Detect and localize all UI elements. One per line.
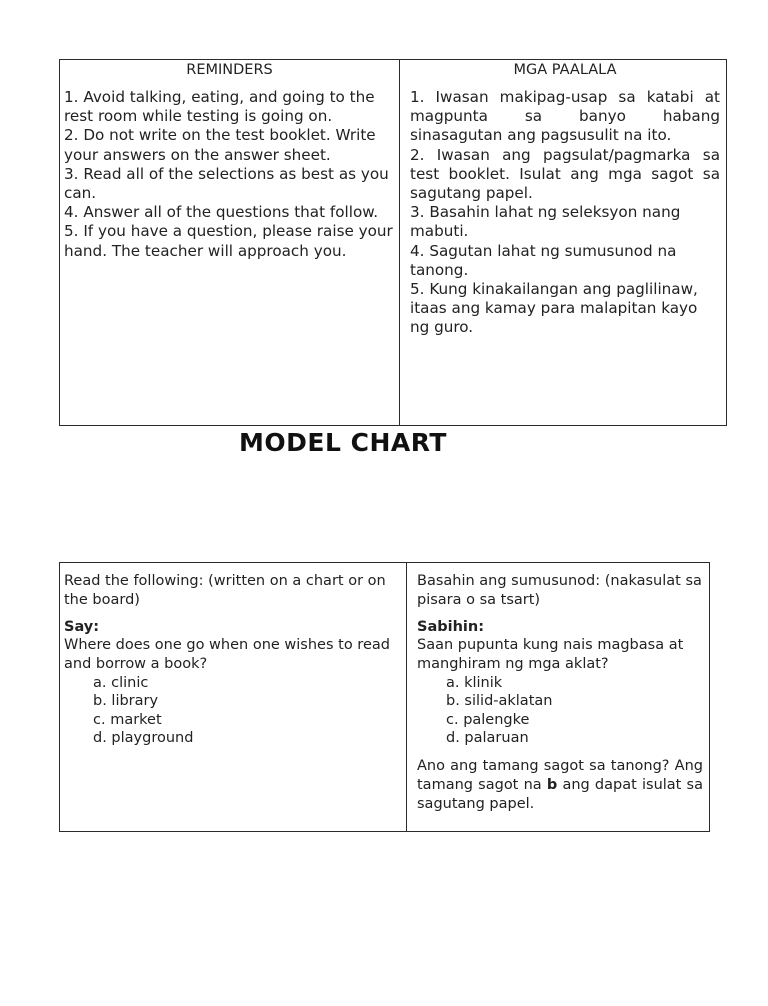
reminders-table bbox=[59, 59, 727, 426]
model-english-column bbox=[60, 563, 406, 831]
reminder-item: 3. Read all of the selections as best as you can. bbox=[64, 164, 389, 203]
reminder-item: 4. Answer all of the questions that follow. bbox=[64, 203, 379, 222]
reminders-english-column bbox=[60, 60, 399, 425]
choice-item: d. playground bbox=[93, 729, 194, 746]
choice-item: c. market bbox=[93, 711, 162, 728]
model-chart-table bbox=[59, 562, 710, 832]
reminders-heading: REMINDERS bbox=[186, 62, 273, 78]
instruction-text: Read the following: (written on a chart or on the board) bbox=[64, 573, 386, 608]
choices-list bbox=[417, 674, 703, 747]
reminder-item: 2. Do not write on the test booklet. Write your answers on the answer sheet. bbox=[64, 126, 376, 164]
reminders-filipino-column bbox=[400, 60, 726, 425]
paalala-item: 5. Kung kinakailangan ang paglilinaw, itaas ang kamay para malapitan kayo ng guro. bbox=[410, 280, 698, 337]
choice-item: b. silid-aklatan bbox=[446, 693, 553, 710]
paalala-item: 1. Iwasan makipag-usap sa katabi at magpunta sa banyo habang sinasagutan ang pagsusulit na ito. bbox=[410, 88, 720, 145]
answer-suffix: ang dapat isulat sa sagutang papel. bbox=[417, 776, 703, 812]
model-filipino-column bbox=[407, 563, 709, 831]
choice-item: d. palaruan bbox=[446, 729, 529, 746]
choice-item: c. palengke bbox=[446, 711, 530, 728]
instruction-text: Basahin ang sumusunod: (nakasulat sa pisara o sa tsart) bbox=[417, 573, 702, 608]
paalala-item: 4. Sagutan lahat ng sumusunod na tanong. bbox=[410, 241, 677, 279]
reminders-list bbox=[64, 88, 395, 261]
answer-letter: b bbox=[546, 776, 558, 793]
choices-list bbox=[64, 674, 402, 747]
question-text: Saan pupunta kung nais magbasa at manghiram ng mga aklat? bbox=[417, 637, 684, 673]
sabihin-label: Sabihin: bbox=[417, 618, 484, 635]
paalala-item: 3. Basahin lahat ng seleksyon nang mabuti. bbox=[410, 203, 681, 241]
mga-paalala-heading: MGA PAALALA bbox=[513, 62, 617, 78]
choice-item: b. library bbox=[93, 693, 159, 710]
choice-item: a. klinik bbox=[446, 674, 503, 691]
reminder-item: 5. If you have a question, please raise your hand. The teacher will approach you. bbox=[64, 222, 393, 260]
answer-prefix: Ano ang tamang sagot sa tanong? Ang tamang sagot na bbox=[417, 758, 703, 793]
reminder-item: 1. Avoid talking, eating, and going to the rest room while testing is going on. bbox=[64, 88, 375, 126]
choice-item: a. clinic bbox=[93, 674, 149, 691]
question-text: Where does one go when one wishes to read and borrow a book? bbox=[64, 637, 390, 673]
model-chart-title: MODEL CHART bbox=[239, 428, 447, 457]
paalala-item: 2. Iwasan ang pagsulat/pagmarka sa test booklet. Isulat ang mga sagot sa sagutang papel. bbox=[410, 145, 720, 203]
say-label: Say: bbox=[64, 618, 100, 635]
answer-paragraph bbox=[417, 757, 703, 813]
paalala-list bbox=[410, 88, 720, 338]
